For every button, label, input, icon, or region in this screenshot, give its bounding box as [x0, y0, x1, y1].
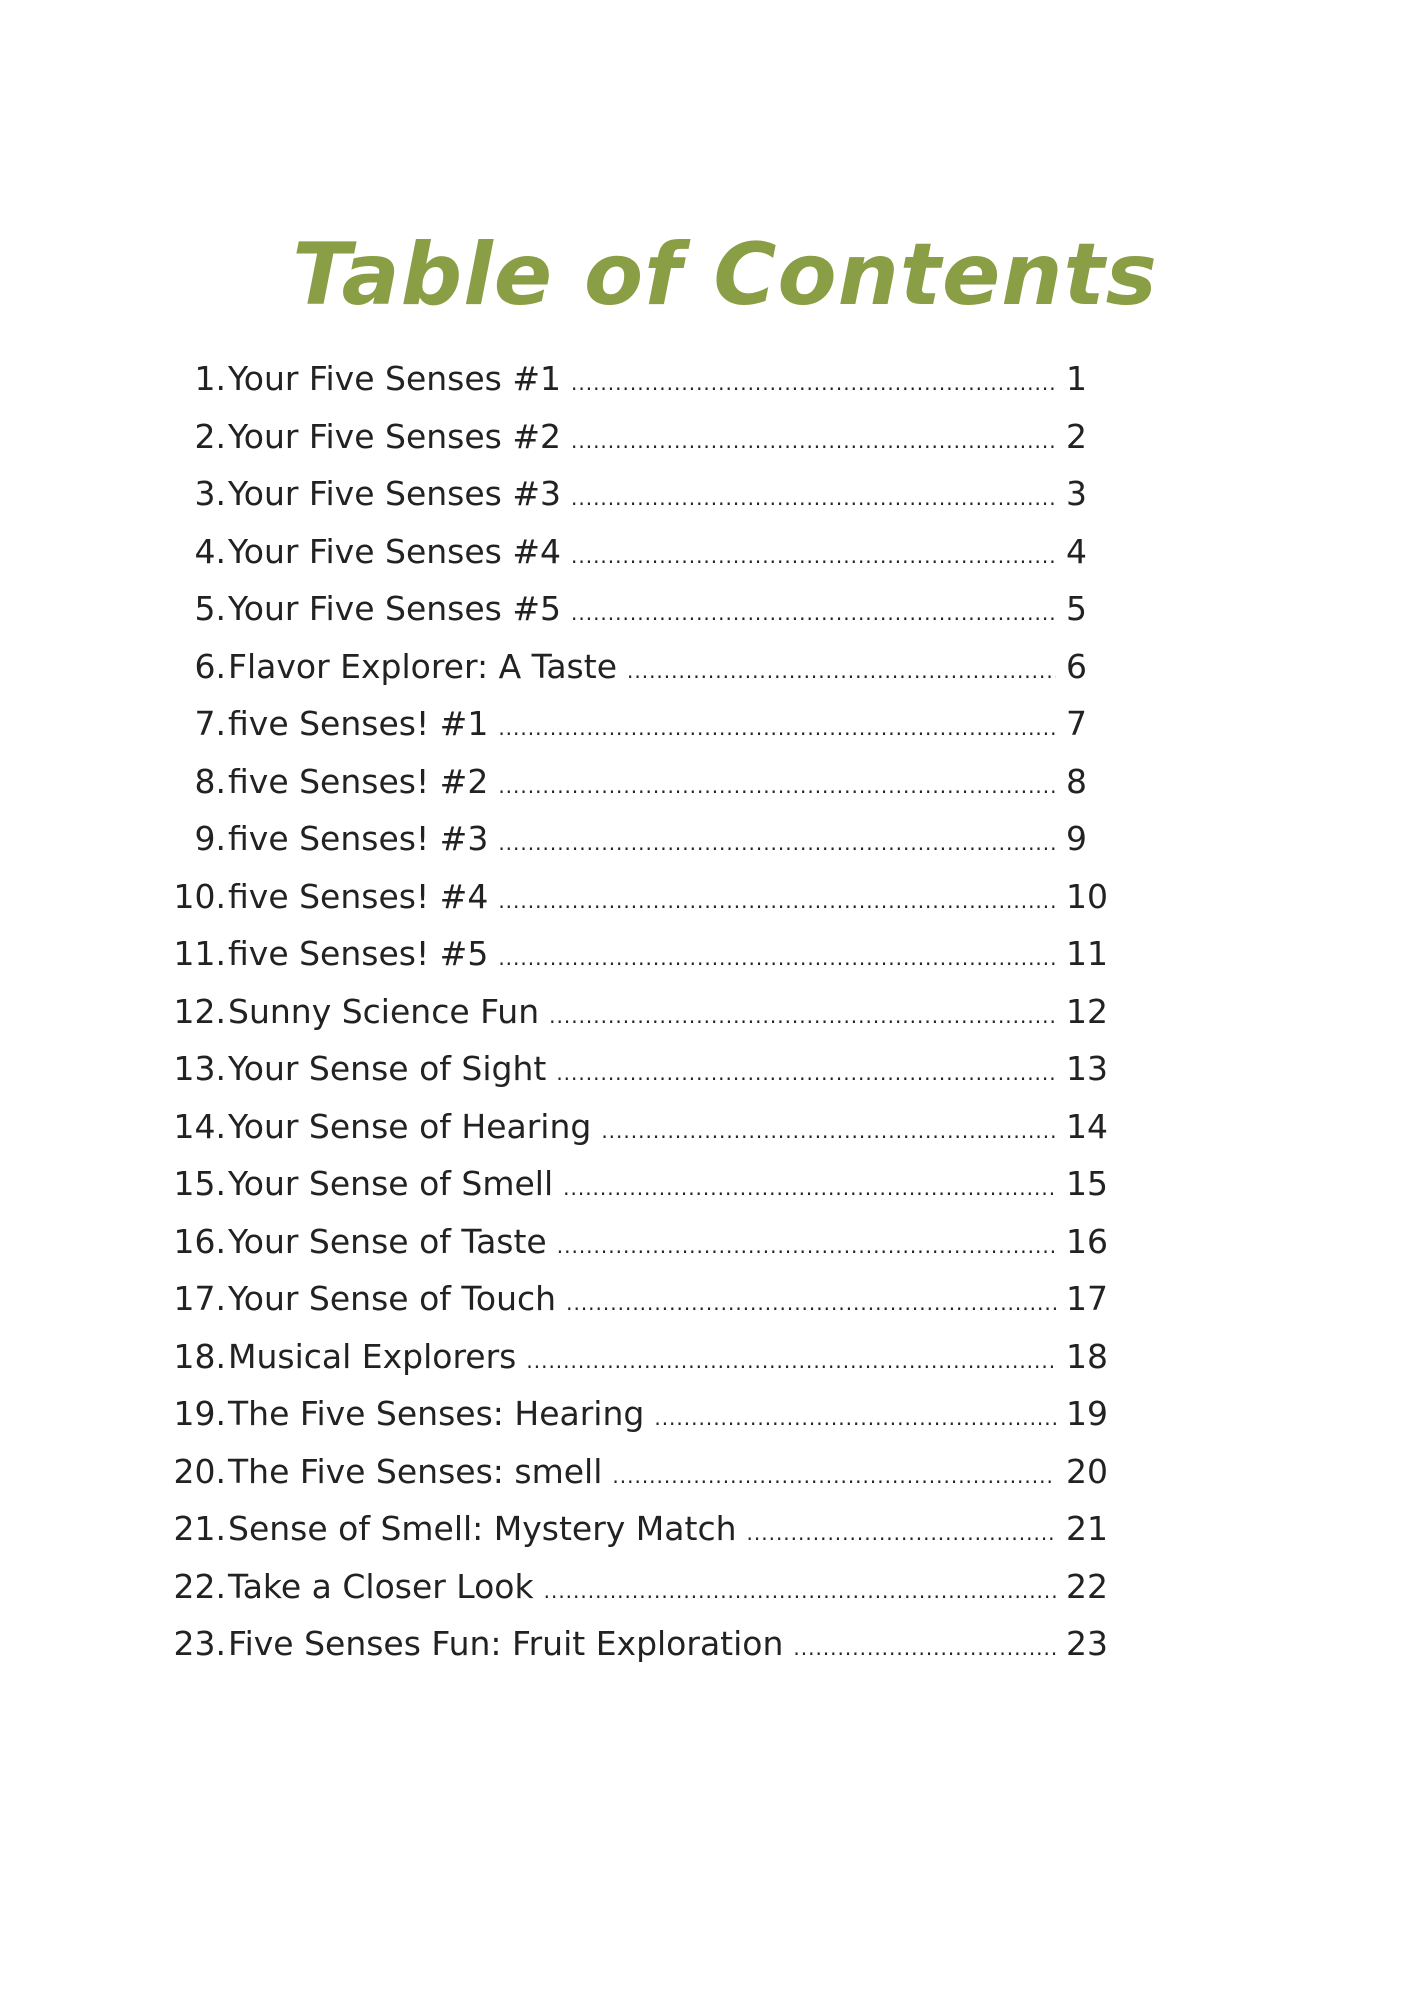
toc-dot-leader: [747, 1505, 1056, 1563]
toc-entry: [170, 1040, 1110, 1098]
toc-dot-leader: [601, 1103, 1056, 1161]
toc-entry-title: Five Senses Fun: Fruit Exploration: [228, 1624, 784, 1663]
toc-entry-title: Your Five Senses #4: [228, 531, 561, 571]
toc-entry-page-number: 8: [1066, 761, 1087, 801]
toc-entry-page-number: 17: [1066, 1279, 1108, 1318]
toc-entry-title: Flavor Explorer: A Taste: [228, 646, 617, 686]
toc-entry-page-number: 23: [1066, 1624, 1108, 1663]
toc-dot-leader: [612, 1448, 1056, 1506]
toc-dot-leader: [498, 930, 1056, 988]
toc-entry-title: Sunny Science Fun: [228, 991, 540, 1031]
toc-entry-title: five Senses! #2: [228, 761, 489, 801]
toc-entry: [170, 753, 1110, 811]
toc-entry: [170, 638, 1110, 696]
toc-entry: [170, 983, 1110, 1041]
toc-entry-title: Your Sense of Touch: [228, 1279, 557, 1318]
toc-dot-leader: [498, 815, 1056, 873]
toc-dot-leader: [571, 528, 1056, 586]
toc-entry-page-number: 19: [1066, 1394, 1108, 1433]
toc-entry-page-number: 3: [1066, 474, 1087, 513]
toc-entry-page-number: 15: [1066, 1164, 1108, 1203]
toc-entry-page-number: 4: [1066, 531, 1087, 571]
toc-entry: [170, 1385, 1110, 1443]
toc-dot-leader: [549, 988, 1056, 1046]
toc-dot-leader: [571, 413, 1056, 471]
toc-entry-title: The Five Senses: Hearing: [228, 1394, 645, 1433]
toc-entry-page-number: 11: [1066, 934, 1108, 973]
toc-entry-number: 23.: [173, 1624, 226, 1663]
toc-entry: [170, 1615, 1110, 1673]
toc-entry-number: 12.: [173, 991, 226, 1031]
toc-entry: [170, 580, 1110, 638]
table-of-contents-list: [170, 350, 1110, 1673]
toc-entry: [170, 1328, 1110, 1386]
toc-entry: [170, 695, 1110, 753]
toc-entry: [170, 1270, 1110, 1328]
toc-entry-page-number: 14: [1066, 1106, 1108, 1146]
toc-entry-page-number: 22: [1066, 1566, 1108, 1606]
toc-entry-page-number: 13: [1066, 1049, 1108, 1088]
toc-entry-number: 13.: [173, 1049, 226, 1088]
toc-entry-page-number: 10: [1066, 876, 1108, 916]
toc-dot-leader: [556, 1045, 1056, 1103]
toc-entry-title: Sense of Smell: Mystery Match: [228, 1509, 737, 1548]
toc-entry-title: Your Five Senses #1: [228, 359, 561, 398]
toc-dot-leader: [627, 643, 1056, 701]
toc-entry: [170, 1558, 1110, 1616]
toc-dot-leader: [793, 1620, 1056, 1678]
toc-entry-page-number: 7: [1066, 704, 1087, 743]
toc-dot-leader: [557, 1218, 1056, 1276]
toc-dot-leader: [571, 585, 1056, 643]
toc-dot-leader: [571, 470, 1056, 528]
toc-entry: [170, 1155, 1110, 1213]
toc-entry-number: 16.: [173, 1221, 226, 1261]
toc-entry-title: Your Five Senses #2: [228, 416, 561, 456]
toc-entry-title: Take a Closer Look: [228, 1566, 534, 1606]
toc-entry-number: 17.: [173, 1279, 226, 1318]
toc-entry: [170, 1500, 1110, 1558]
toc-entry-number: 11.: [173, 934, 226, 973]
toc-entry-page-number: 20: [1066, 1451, 1108, 1491]
toc-entry-title: five Senses! #4: [228, 876, 489, 916]
toc-entry: [170, 1443, 1110, 1501]
toc-entry: [170, 1213, 1110, 1271]
toc-entry-page-number: 12: [1066, 991, 1108, 1031]
toc-entry-title: Your Sense of Hearing: [228, 1106, 592, 1146]
toc-entry-number: 18.: [173, 1336, 226, 1376]
toc-entry: [170, 810, 1110, 868]
toc-entry-number: 20.: [173, 1451, 226, 1491]
toc-entry: [170, 925, 1110, 983]
toc-entry-title: Musical Explorers: [228, 1336, 517, 1376]
toc-entry: [170, 868, 1110, 926]
toc-entry-number: 10.: [173, 876, 226, 916]
toc-dot-leader: [571, 355, 1056, 413]
toc-entry-title: Your Five Senses #3: [228, 474, 561, 513]
toc-dot-leader: [526, 1333, 1056, 1391]
toc-entry-number: 5.: [194, 589, 226, 628]
toc-dot-leader: [654, 1390, 1056, 1448]
toc-entry-number: 21.: [173, 1509, 226, 1548]
toc-entry-page-number: 21: [1066, 1509, 1108, 1548]
toc-entry-page-number: 18: [1066, 1336, 1108, 1376]
toc-entry-number: 9.: [194, 819, 226, 858]
toc-entry-title: Your Sense of Smell: [228, 1164, 554, 1203]
toc-entry: [170, 523, 1110, 581]
toc-entry-page-number: 6: [1066, 646, 1087, 686]
toc-entry-title: five Senses! #3: [228, 819, 489, 858]
toc-entry-title: The Five Senses: smell: [228, 1451, 603, 1491]
toc-entry-title: five Senses! #1: [228, 704, 489, 743]
toc-entry-title: Your Sense of Sight: [228, 1049, 547, 1088]
toc-dot-leader: [544, 1563, 1056, 1621]
toc-entry-number: 1.: [194, 359, 226, 398]
toc-dot-leader: [498, 758, 1056, 816]
toc-entry-title: Your Five Senses #5: [228, 589, 561, 628]
toc-entry-number: 22.: [173, 1566, 226, 1606]
toc-entry-number: 19.: [173, 1394, 226, 1433]
toc-entry-number: 4.: [194, 531, 226, 571]
toc-entry-number: 14.: [173, 1106, 226, 1146]
toc-entry-page-number: 2: [1066, 416, 1087, 456]
toc-entry-number: 3.: [194, 474, 226, 513]
toc-dot-leader: [498, 700, 1056, 758]
toc-entry-page-number: 1: [1066, 359, 1087, 398]
toc-entry-page-number: 5: [1066, 589, 1087, 628]
toc-entry: [170, 350, 1110, 408]
toc-entry: [170, 1098, 1110, 1156]
toc-dot-leader: [566, 1275, 1056, 1333]
toc-entry: [170, 465, 1110, 523]
toc-entry-title: five Senses! #5: [228, 934, 489, 973]
toc-entry-number: 15.: [173, 1164, 226, 1203]
toc-dot-leader: [563, 1160, 1056, 1218]
toc-entry-page-number: 16: [1066, 1221, 1108, 1261]
toc-entry-page-number: 9: [1066, 819, 1087, 858]
toc-entry-number: 2.: [194, 416, 226, 456]
toc-entry-number: 6.: [194, 646, 226, 686]
toc-entry: [170, 408, 1110, 466]
toc-entry-number: 7.: [194, 704, 226, 743]
toc-entry-number: 8.: [194, 761, 226, 801]
page-title: Table of Contents: [292, 224, 1158, 325]
toc-dot-leader: [498, 873, 1056, 931]
toc-entry-title: Your Sense of Taste: [228, 1221, 547, 1261]
